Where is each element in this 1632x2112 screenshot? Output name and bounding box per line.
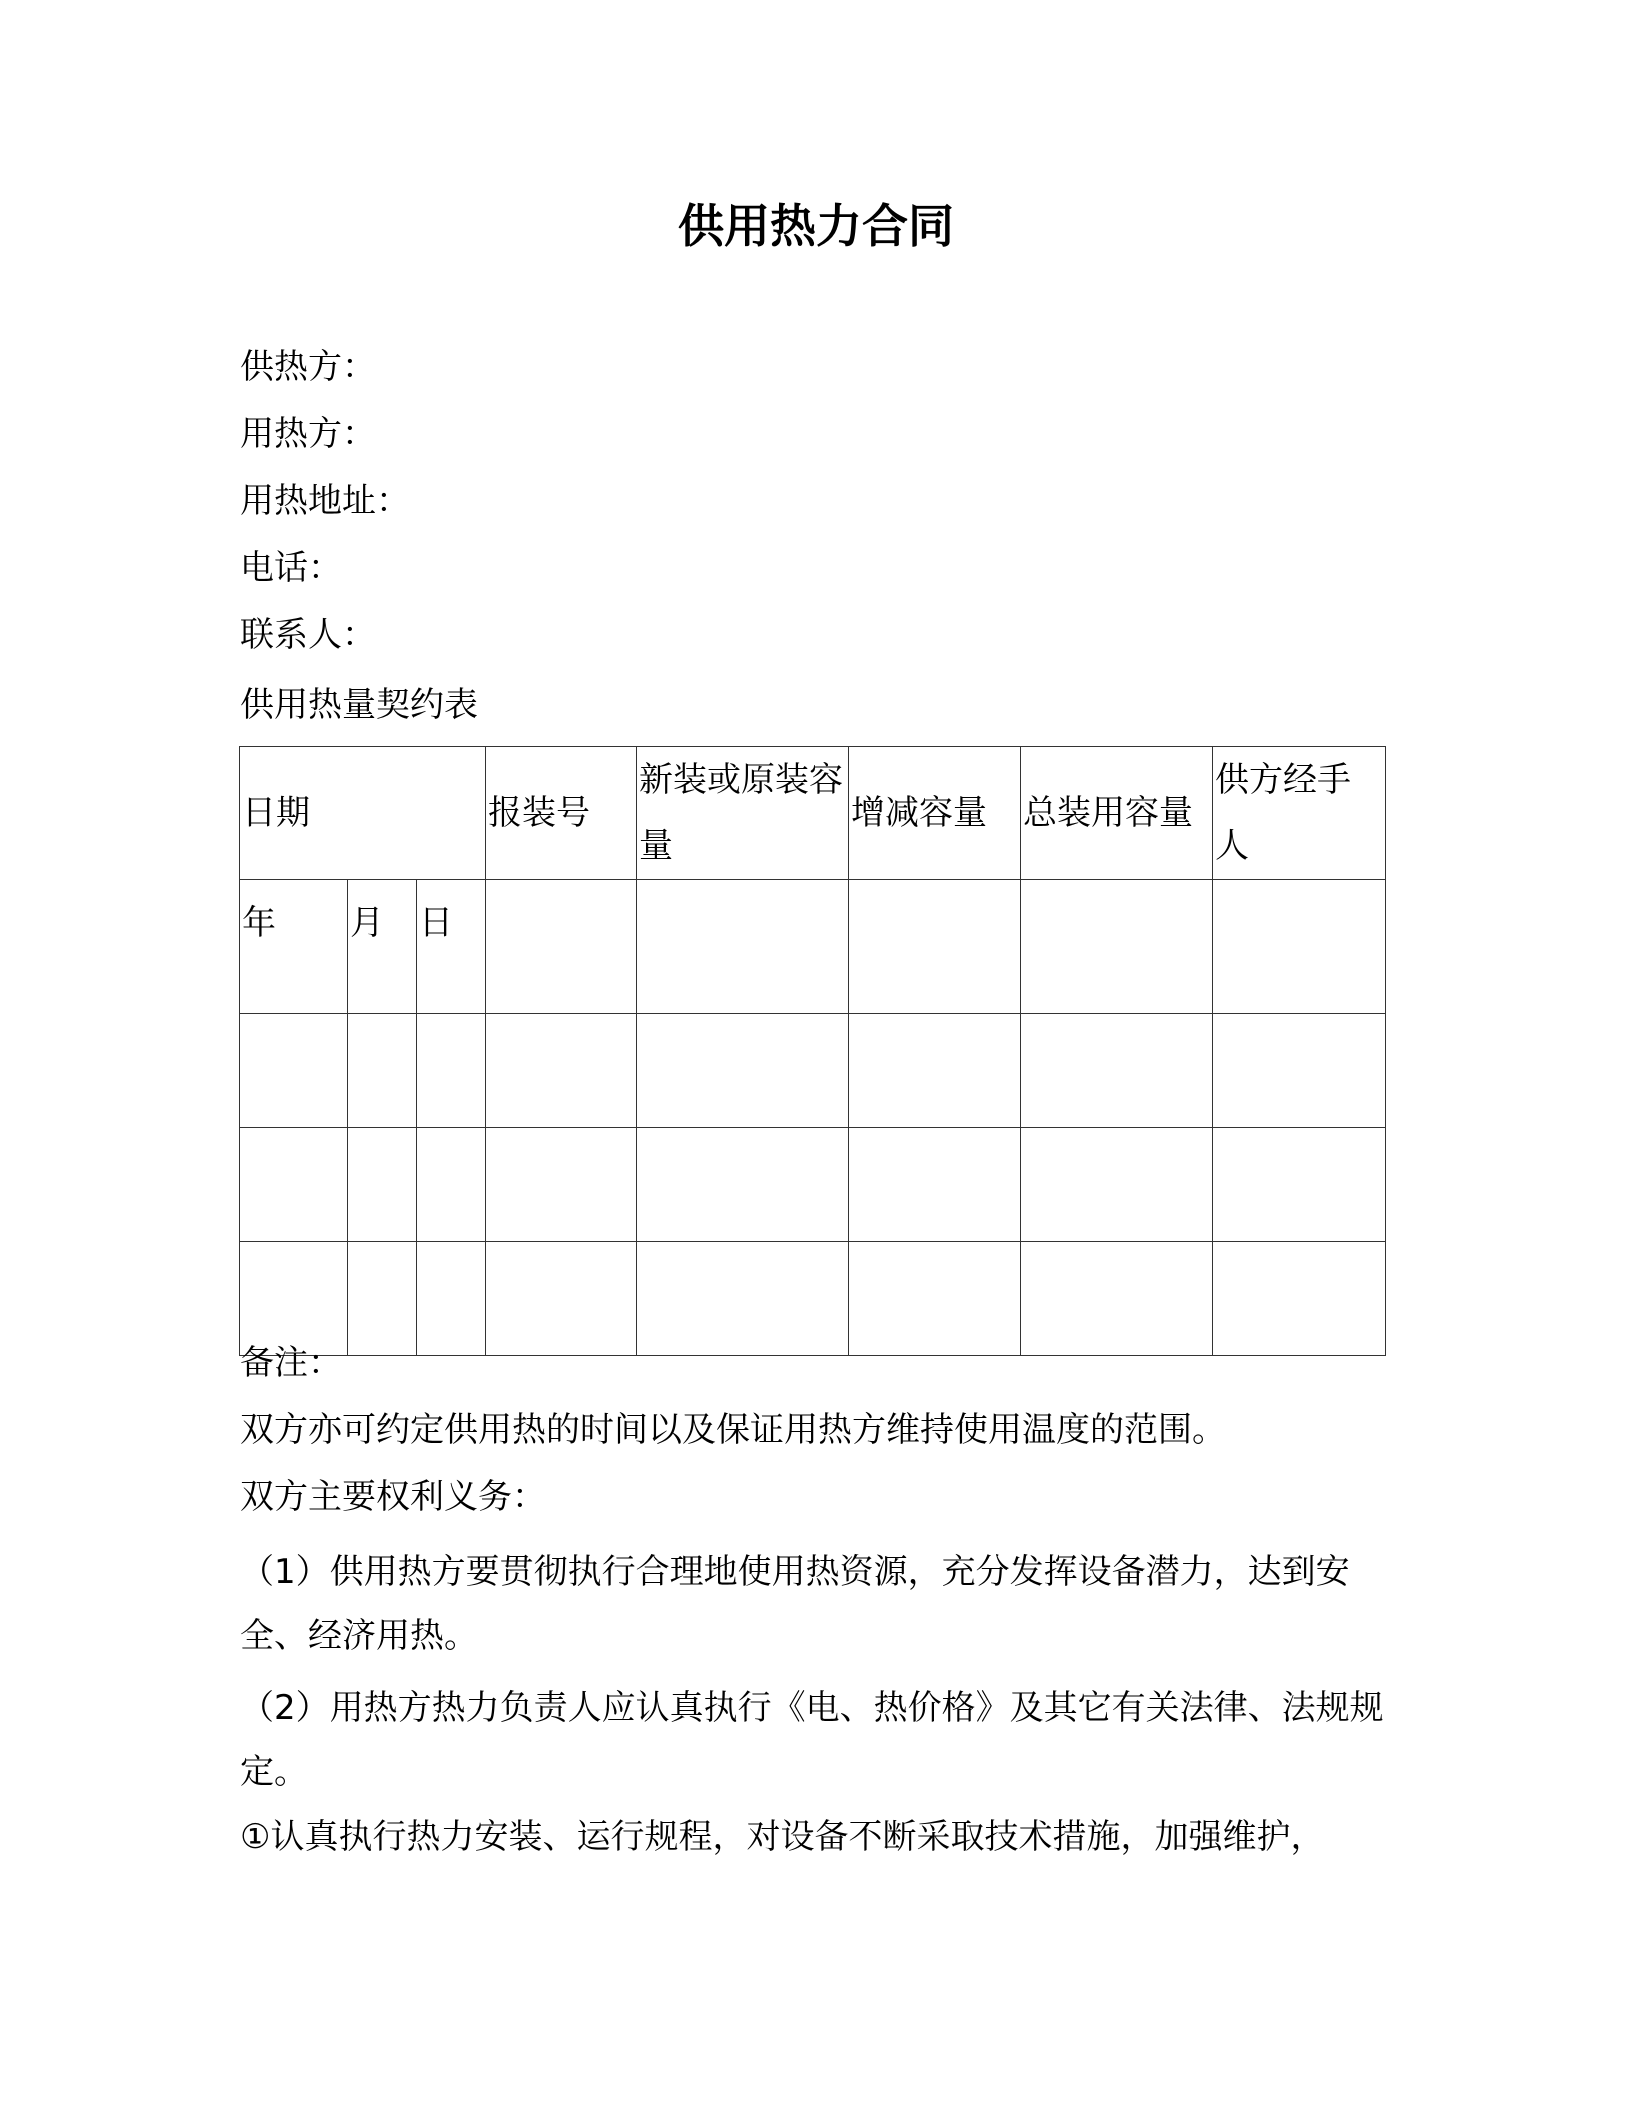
year-cell: 年 (240, 880, 348, 1014)
table-cell (348, 1242, 417, 1356)
header-capacity-change: 增减容量 (849, 747, 1021, 880)
table-row (240, 880, 1386, 1014)
contact-field-label: 联系人： (240, 615, 376, 655)
table-cell (637, 1242, 849, 1356)
table-cell (637, 1128, 849, 1242)
address-field-label: 用热地址： (240, 481, 410, 521)
table-cell (849, 1014, 1021, 1128)
phone-field-label: 电话： (240, 548, 342, 588)
heat-contract-table (239, 746, 1386, 1356)
clause-2: （2）用热方热力负责人应认真执行《电、热价格》及其它有关法律、法规规定。 (240, 1688, 1384, 1792)
table-cell (486, 1242, 637, 1356)
table-caption: 供用热量契约表 (240, 685, 478, 725)
table-cell (348, 1014, 417, 1128)
table-cell (240, 1242, 348, 1356)
header-date: 日期 (240, 747, 486, 880)
clause-2-item-1: ①认真执行热力安装、运行规程，对设备不断采取技术措施，加强维护， (240, 1817, 1325, 1857)
table-cell (486, 1014, 637, 1128)
day-cell: 日 (417, 880, 486, 1014)
table-cell (637, 880, 849, 1014)
table-cell (240, 1128, 348, 1242)
table-cell (849, 1128, 1021, 1242)
clause-1: （1）供用热方要贯彻执行合理地使用热资源，充分发挥设备潜力，达到安全、经济用热。 (240, 1552, 1350, 1656)
header-supplier-handler: 供方经手人 (1213, 747, 1386, 880)
table-row (240, 1128, 1386, 1242)
table-cell (1021, 1014, 1213, 1128)
header-registration-no: 报装号 (486, 747, 637, 880)
table-header-row (240, 747, 1386, 880)
table-row (240, 1014, 1386, 1128)
month-cell: 月 (348, 880, 417, 1014)
table-cell (849, 880, 1021, 1014)
table-cell (1213, 1014, 1386, 1128)
supplier-field-label: 供热方： (240, 347, 376, 387)
remarks-text: 双方亦可约定供用热的时间以及保证用热方维持使用温度的范围。 (240, 1410, 1226, 1450)
table-row (240, 1242, 1386, 1356)
table-cell (849, 1242, 1021, 1356)
table-cell (417, 1128, 486, 1242)
table-cell (417, 1014, 486, 1128)
table-cell (1213, 1128, 1386, 1242)
remarks-label: 备注： (240, 1343, 342, 1383)
rights-heading: 双方主要权利义务： (240, 1477, 546, 1517)
table-cell (486, 880, 637, 1014)
table-cell (486, 1128, 637, 1242)
table-cell (1213, 1242, 1386, 1356)
table-cell (1213, 880, 1386, 1014)
table-cell (1021, 880, 1213, 1014)
table-cell (1021, 1242, 1213, 1356)
header-total-capacity: 总装用容量 (1021, 747, 1213, 880)
header-new-or-original-capacity: 新装或原装容量 (637, 747, 849, 880)
table-cell (240, 1014, 348, 1128)
table-cell (417, 1242, 486, 1356)
user-field-label: 用热方： (240, 414, 376, 454)
document-title: 供用热力合同 (678, 199, 954, 253)
table-cell (637, 1014, 849, 1128)
table-cell (348, 1128, 417, 1242)
table-cell (1021, 1128, 1213, 1242)
